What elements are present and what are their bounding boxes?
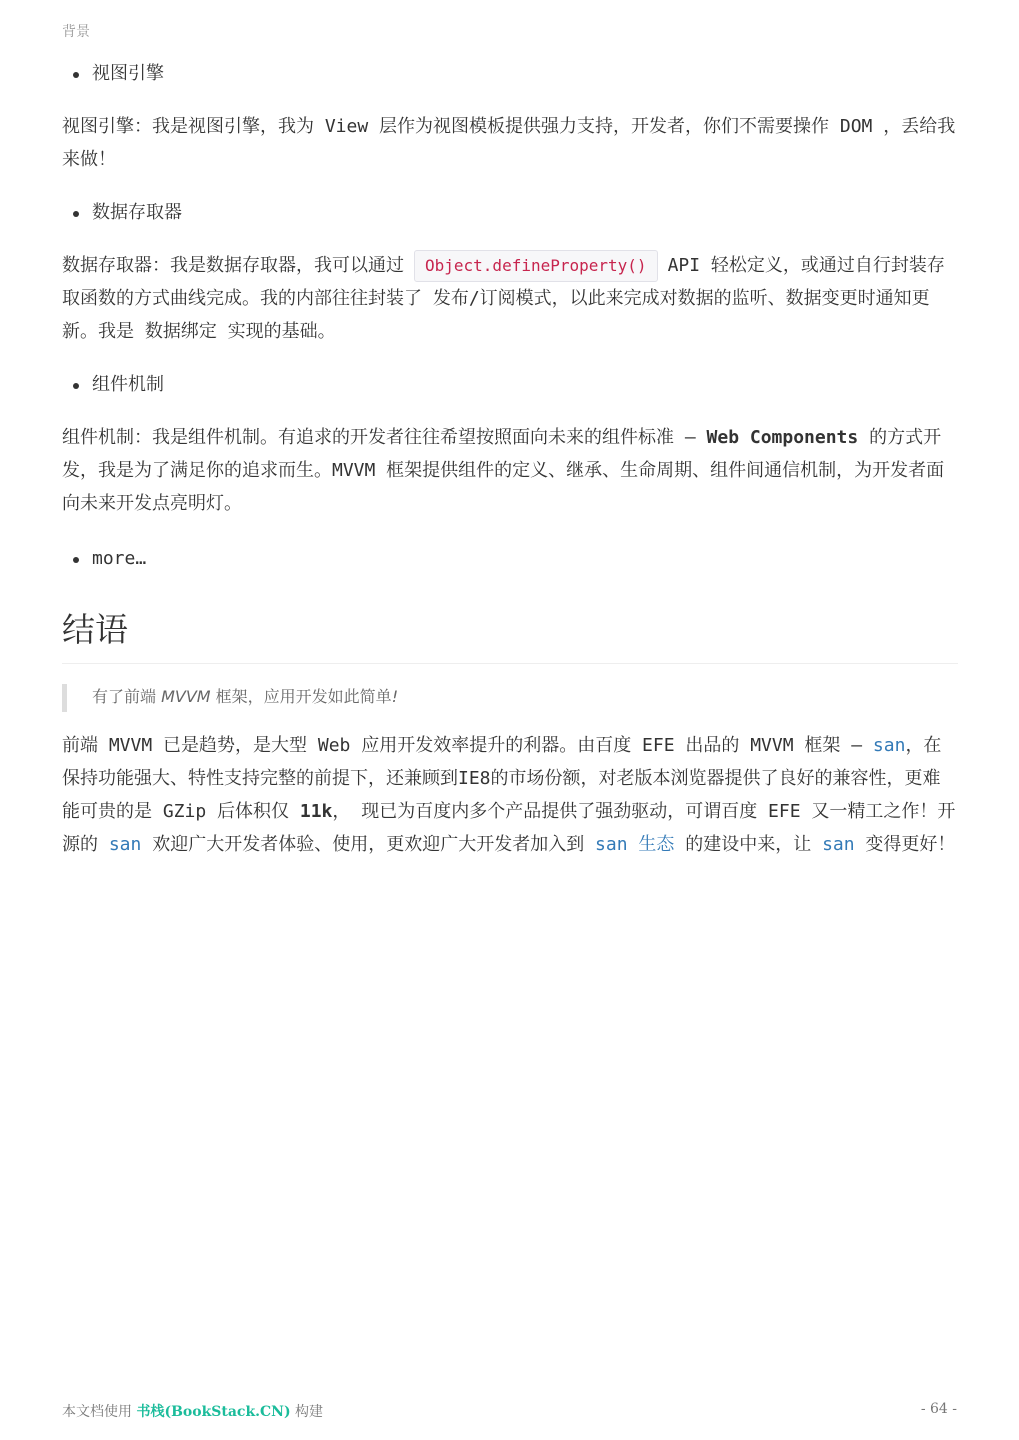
conclusion-text-3: ， 现已为百度内多个产品提供了强劲驱动，可谓百度 EFE 又一精工之作！开源的 <box>62 801 956 855</box>
conclusion-text-6: 变得更好！ <box>854 834 956 855</box>
quote-exclamation: ! <box>391 687 399 706</box>
list-item-data-accessor: 数据存取器 <box>92 202 182 223</box>
inline-code: Object.defineProperty() <box>414 250 658 282</box>
component-text-pre: 组件机制：我是组件机制。有追求的开发者往往希望按照面向未来的组件标准 — <box>62 427 707 448</box>
section-heading-conclusion: 结语 <box>62 604 958 664</box>
paragraph-view-engine: 视图引擎：我是视图引擎，我为 View 层作为视图模板提供强力支持，开发者，你们不需要操作 DOM ，丢给我来做！ <box>62 116 956 170</box>
paragraph-data-accessor <box>62 249 958 348</box>
conclusion-text-5: 的建设中来，让 <box>674 834 823 855</box>
conclusion-text-2: ，在保持功能强大、特性支持完整的前提下，还兼顾到IE8的市场份额，对老版本浏览器提供了良好的兼容性，更难能可贵的是 GZip 后体积仅 <box>62 735 942 822</box>
page-number: - 64 - <box>920 1401 957 1417</box>
blockquote <box>62 684 398 712</box>
conclusion-text-1: 前端 MVVM 已是趋势，是大型 Web 应用开发效率提升的利器。由百度 EFE 出品的 MVVM 框架 — <box>62 735 873 756</box>
list-item-component: 组件机制 <box>92 374 164 395</box>
quote-emphasis: MVVM <box>161 687 211 706</box>
web-components-bold: Web Components <box>706 427 859 448</box>
conclusion-text-4: 欢迎广大开发者体验、使用，更欢迎广大开发者加入到 <box>141 834 596 855</box>
paragraph-conclusion <box>62 729 958 861</box>
san-link[interactable]: san <box>822 834 855 855</box>
paragraph-component <box>62 421 958 520</box>
size-bold: 11k <box>299 801 333 822</box>
san-link[interactable]: san <box>108 834 142 855</box>
footer-suffix: 构建 <box>290 1404 324 1420</box>
footer-prefix: 本文档使用 <box>62 1404 137 1420</box>
breadcrumb: 背景 <box>62 24 90 40</box>
san-link[interactable]: san <box>872 735 906 756</box>
san-ecosystem-link[interactable]: san 生态 <box>595 834 675 855</box>
data-accessor-text-pre: 数据存取器：我是数据存取器，我可以通过 <box>62 255 404 276</box>
component-text-post: 的方式开发，我是为了满足你的追求而生。MVVM 框架提供组件的定义、继承、生命周期、组件间通信机制，为开发者面向未来开发点亮明灯。 <box>62 427 945 514</box>
quote-text-pre: 有了前端 <box>92 687 162 706</box>
quote-text-post: 框架，应用开发如此简单 <box>210 687 392 706</box>
bookstack-link[interactable]: 书栈(BookStack.CN) <box>136 1404 291 1420</box>
list-item-view-engine: 视图引擎 <box>92 63 164 84</box>
footer-credit <box>62 1401 323 1421</box>
data-accessor-text-post: API 轻松定义，或通过自行封装存取函数的方式曲线完成。我的内部往往封装了 发布/订阅模式，以此来完成对数据的监听、数据变更时通知更新。我是 数据绑定 实现的基础。 <box>62 255 945 342</box>
list-item-more: more… <box>92 548 147 569</box>
